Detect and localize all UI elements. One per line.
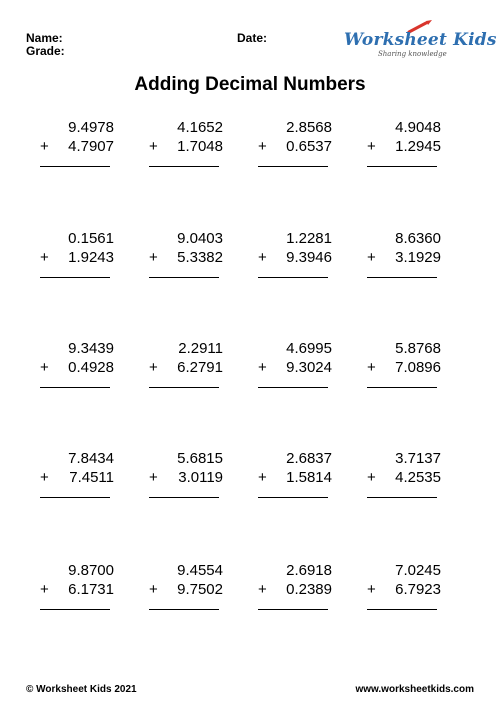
plus-sign: + [149,138,158,155]
problem-top-row [258,561,332,580]
worksheet-title: Adding Decimal Numbers [134,74,366,95]
plus-sign: + [367,581,376,598]
addition-problem [149,449,223,498]
addend-bottom: 6.7923 [395,581,441,598]
answer-line [149,497,219,498]
addition-problem [258,118,332,167]
problem-bottom-row [258,248,332,267]
problem-bottom-row [149,468,223,487]
problem-top-row [367,229,441,248]
plus-sign: + [149,469,158,486]
problem-bottom-row [149,137,223,156]
addend-top: 7.8434 [68,450,114,467]
problem-top-row [149,339,223,358]
addend-top: 4.9048 [395,119,441,136]
addition-problem [149,229,223,278]
addend-bottom: 1.2945 [395,138,441,155]
plus-sign: + [149,359,158,376]
addend-bottom: 6.1731 [68,581,114,598]
addend-bottom: 1.9243 [68,249,114,266]
addend-bottom: 3.0119 [178,469,223,486]
addend-top: 9.4554 [177,562,223,579]
addend-bottom: 1.5814 [286,469,332,486]
addend-bottom: 9.7502 [177,581,223,598]
problem-top-row [258,229,332,248]
plus-sign: + [367,359,376,376]
problem-top-row [149,449,223,468]
plus-sign: + [258,469,267,486]
problem-bottom-row [149,358,223,377]
answer-line [40,497,110,498]
problem-bottom-row [367,248,441,267]
addend-top: 5.6815 [177,450,223,467]
addend-top: 1.2281 [286,230,332,247]
addend-top: 2.6837 [286,450,332,467]
addend-bottom: 4.7907 [68,138,114,155]
logo-tagline: Sharing knowledge [378,50,447,58]
addition-problem [149,118,223,167]
plus-sign: + [149,249,158,266]
problem-bottom-row [367,468,441,487]
plus-sign: + [40,469,49,486]
problem-bottom-row [367,137,441,156]
plus-sign: + [367,469,376,486]
plus-sign: + [40,138,49,155]
addend-bottom: 4.2535 [395,469,441,486]
problem-bottom-row [40,580,114,599]
addition-problem [367,561,441,610]
addend-bottom: 0.4928 [68,359,114,376]
addition-problem [149,339,223,388]
name-label: Name: [26,31,63,45]
problem-bottom-row [258,358,332,377]
answer-line [258,387,328,388]
problem-top-row [367,118,441,137]
addition-problem [258,339,332,388]
plus-sign: + [40,359,49,376]
plus-sign: + [367,138,376,155]
addition-problem [40,561,114,610]
answer-line [40,609,110,610]
answer-line [367,609,437,610]
answer-line [149,609,219,610]
answer-line [367,166,437,167]
problem-bottom-row [367,358,441,377]
problem-bottom-row [40,358,114,377]
answer-line [258,166,328,167]
plus-sign: + [367,249,376,266]
addend-top: 7.0245 [395,562,441,579]
worksheet-kids-logo [344,20,497,60]
addition-problem [367,339,441,388]
addend-top: 2.6918 [286,562,332,579]
addend-top: 2.8568 [286,119,332,136]
answer-line [40,387,110,388]
problem-bottom-row [149,248,223,267]
addend-bottom: 9.3946 [286,249,332,266]
plus-sign: + [149,581,158,598]
answer-line [367,277,437,278]
addition-problem [40,449,114,498]
problem-bottom-row [40,137,114,156]
answer-line [149,277,219,278]
addend-bottom: 9.3024 [286,359,332,376]
addition-problem [40,339,114,388]
answer-line [258,609,328,610]
addend-bottom: 7.0896 [395,359,441,376]
problem-bottom-row [149,580,223,599]
addend-top: 5.8768 [395,340,441,357]
addition-problem [367,229,441,278]
addition-problem [40,229,114,278]
addend-bottom: 5.3382 [177,249,223,266]
addend-top: 9.3439 [68,340,114,357]
grade-label: Grade: [26,44,65,58]
problem-top-row [367,449,441,468]
addition-problem [258,229,332,278]
problem-top-row [258,118,332,137]
addition-problem [367,118,441,167]
plus-sign: + [40,249,49,266]
answer-line [367,387,437,388]
problem-bottom-row [40,248,114,267]
problem-bottom-row [367,580,441,599]
addition-problem [258,561,332,610]
addend-bottom: 7.4511 [69,469,114,486]
problem-top-row [40,561,114,580]
addend-bottom: 1.7048 [177,138,223,155]
addition-problem [367,449,441,498]
plus-sign: + [258,138,267,155]
plus-sign: + [258,249,267,266]
addition-problem [40,118,114,167]
addend-top: 2.2911 [178,340,223,357]
problem-top-row [149,118,223,137]
footer-website: www.worksheetkids.com [355,684,474,695]
problem-top-row [367,561,441,580]
addend-top: 9.0403 [177,230,223,247]
problem-top-row [40,339,114,358]
addend-bottom: 0.6537 [286,138,332,155]
problem-top-row [40,118,114,137]
addend-top: 0.1561 [68,230,114,247]
addend-bottom: 6.2791 [177,359,223,376]
problem-top-row [149,229,223,248]
addend-top: 4.6995 [286,340,332,357]
addition-problem [258,449,332,498]
answer-line [149,387,219,388]
answer-line [149,166,219,167]
problem-bottom-row [258,468,332,487]
problem-bottom-row [40,468,114,487]
addend-bottom: 0.2389 [286,581,332,598]
answer-line [40,166,110,167]
answer-line [367,497,437,498]
addend-bottom: 3.1929 [395,249,441,266]
problem-top-row [367,339,441,358]
date-label: Date: [237,31,268,45]
logo-brand-text: Worksheet Kids [344,30,497,50]
answer-line [258,497,328,498]
problem-top-row [258,339,332,358]
plus-sign: + [258,359,267,376]
addend-top: 3.7137 [395,450,441,467]
addend-top: 9.8700 [68,562,114,579]
plus-sign: + [40,581,49,598]
problem-bottom-row [258,580,332,599]
problem-bottom-row [258,137,332,156]
addend-top: 4.1652 [177,119,223,136]
answer-line [258,277,328,278]
problem-top-row [149,561,223,580]
footer-copyright: © Worksheet Kids 2021 [26,684,137,695]
addend-top: 8.6360 [395,230,441,247]
answer-line [40,277,110,278]
addition-problem [149,561,223,610]
problem-top-row [40,229,114,248]
problem-top-row [258,449,332,468]
problem-top-row [40,449,114,468]
addend-top: 9.4978 [68,119,114,136]
plus-sign: + [258,581,267,598]
